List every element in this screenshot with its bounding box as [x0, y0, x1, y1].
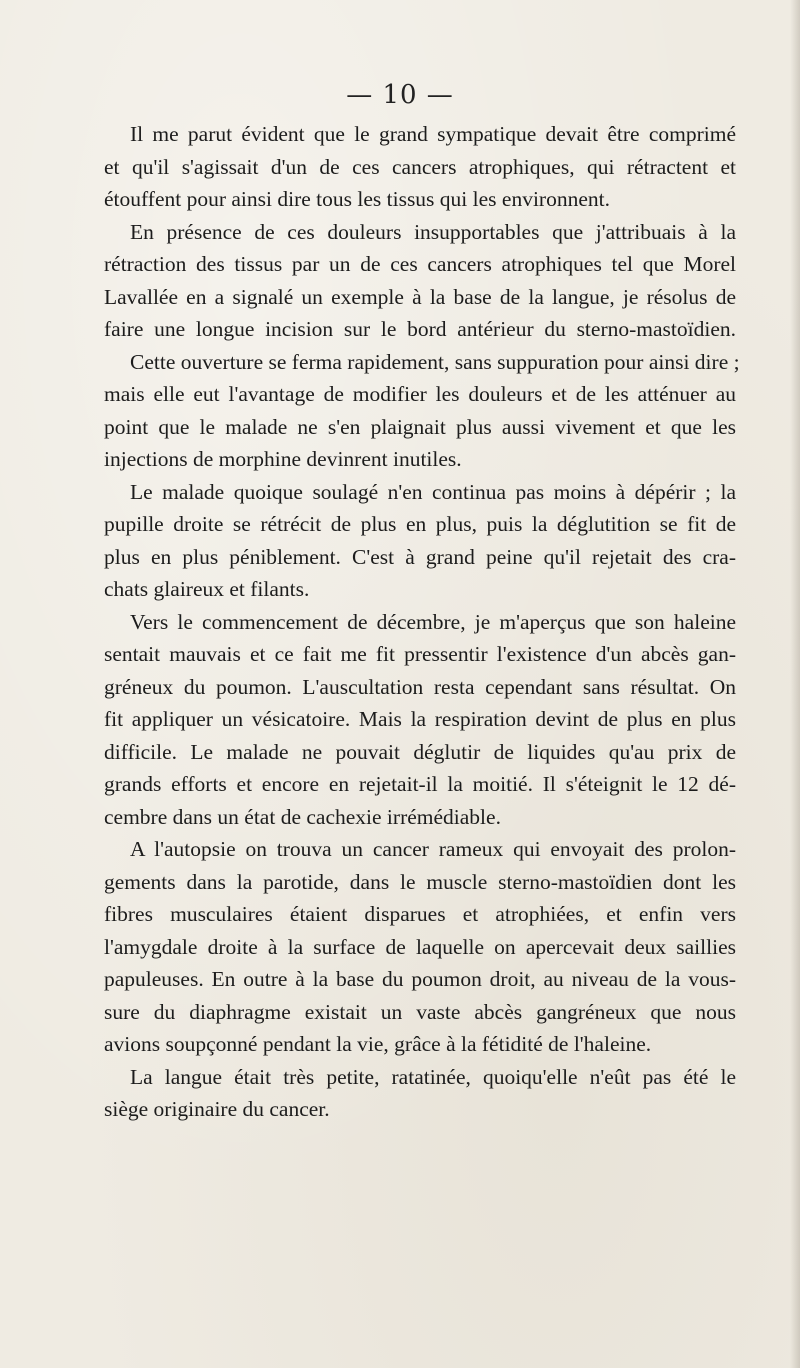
- text-line: plus en plus péniblement. C'est à grand peine qu'il rejetait des cra-: [104, 544, 736, 569]
- text-line: et qu'il s'agissait d'un de ces cancers atrophiques, qui rétractent et: [104, 154, 736, 179]
- text-line: En présence de ces douleurs insupportables que j'attribuais à la: [130, 219, 736, 244]
- text-line: Vers le commencement de décembre, je m'aperçus que son haleine: [130, 609, 736, 634]
- text-line: Le malade quoique soulagé n'en continua pas moins à dépérir ; la: [130, 479, 736, 504]
- text-line: Il me parut évident que le grand sympatique devait être comprimé: [130, 122, 736, 146]
- text-line: l'amygdale droite à la surface de laquelle on apercevait deux saillies: [104, 934, 736, 959]
- text-line: fibres musculaires étaient disparues et atrophiées, et enfin vers: [104, 902, 736, 926]
- text-line: difficile. Le malade ne pouvait déglutir de liquides qu'au prix de: [104, 739, 736, 764]
- text-line: sentait mauvais et ce fait me fit pressentir l'existence d'un abcès gan-: [104, 642, 736, 666]
- text-line: cembre dans un état de cachexie irrémédiable.: [104, 804, 501, 829]
- text-line: grands efforts et encore en rejetait-il la moitié. Il s'éteignit le 12 dé-: [104, 772, 736, 796]
- text-line: La langue était très petite, ratatinée, quoiqu'elle n'eût pas été le: [130, 1064, 736, 1089]
- text-line: chats glaireux et filants.: [104, 577, 310, 601]
- body-text: [104, 118, 740, 1126]
- text-line: avions soupçonné pendant la vie, grâce à la fétidité de l'haleine.: [104, 1032, 652, 1056]
- text-line: étouffent pour ainsi dire tous les tissus qui les environnent.: [104, 187, 610, 211]
- text-line: papuleuses. En outre à la base du poumon droit, au niveau de la vous-: [104, 967, 736, 991]
- text-line: injections de morphine devinrent inutiles.: [104, 447, 462, 471]
- text-line: mais elle eut l'avantage de modifier les douleurs et de les atténuer au: [104, 382, 736, 406]
- text-line: siège originaire du cancer.: [104, 1097, 330, 1121]
- text-line: Cette ouverture se ferma rapidement, sans suppuration pour ainsi dire ;: [130, 349, 740, 374]
- text-line: point que le malade ne s'en plaignait plus aussi vivement et que les: [104, 414, 736, 439]
- page-number: — 10 —: [346, 80, 454, 110]
- page-edge-shadow: [790, 0, 800, 1368]
- text-line: pupille droite se rétrécit de plus en plus, puis la déglutition se fit de: [104, 512, 736, 536]
- text-line: Lavallée en a signalé un exemple à la base de la langue, je résolus de: [104, 284, 736, 309]
- text-line: sure du diaphragme existait un vaste abcès gangréneux que nous: [104, 999, 736, 1024]
- text-line: rétraction des tissus par un de ces cancers atrophiques tel que Morel: [104, 252, 736, 276]
- text-line: fit appliquer un vésicatoire. Mais la respiration devint de plus en plus: [104, 707, 736, 731]
- text-line: A l'autopsie on trouva un cancer rameux qui envoyait des prolon-: [130, 837, 736, 861]
- text-line: faire une longue incision sur le bord antérieur du sterno-mastoïdien.: [104, 317, 736, 341]
- text-line: gréneux du poumon. L'auscultation resta cependant sans résultat. On: [104, 674, 736, 699]
- text-line: gements dans la parotide, dans le muscle sterno-mastoïdien dont les: [104, 869, 736, 894]
